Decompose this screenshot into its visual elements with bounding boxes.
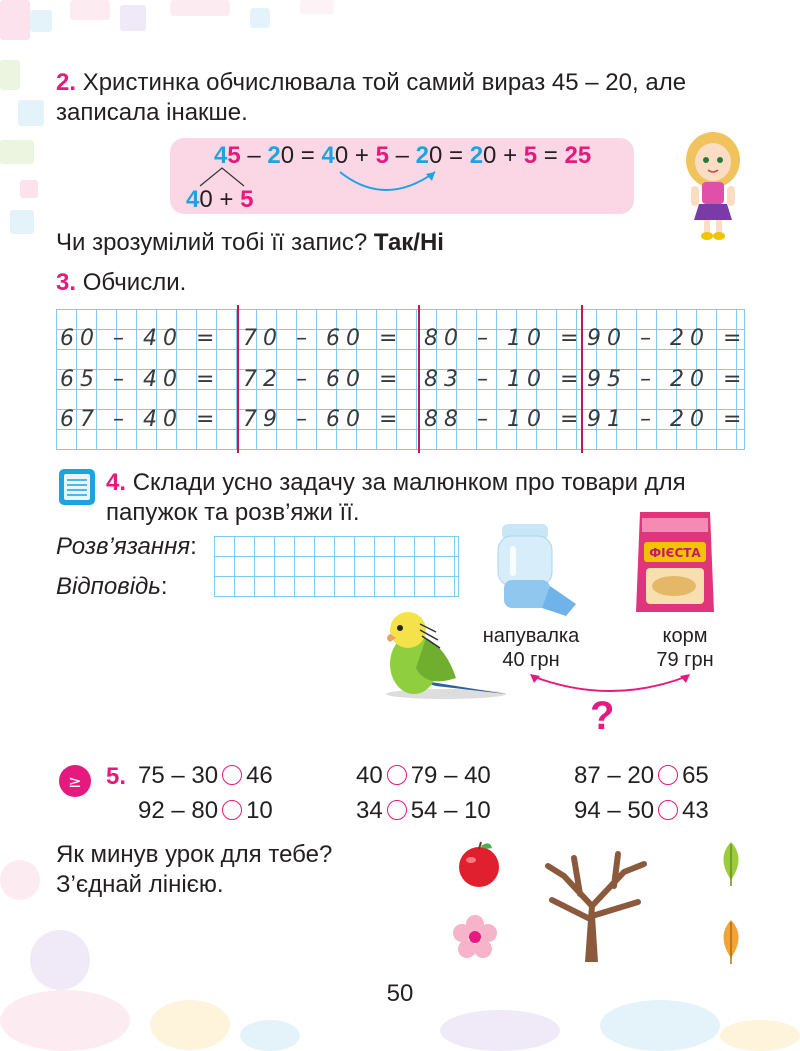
package-brand: ФІЄСТА <box>649 546 701 560</box>
eq-digit: 0 <box>428 142 443 169</box>
comparison-left: 34 <box>356 797 383 824</box>
question-text: Чи зрозумілий тобі її запис? <box>56 229 368 256</box>
eq-result: 25 <box>564 142 592 169</box>
eq-op: + <box>348 142 376 169</box>
eq-digit: 0 <box>334 142 349 169</box>
eq-op: = <box>537 142 565 169</box>
expression: 79 – 60 = <box>243 407 404 432</box>
split-op: + <box>212 186 241 213</box>
comparison-left: 75 – 30 <box>138 762 219 789</box>
svg-text:≥: ≥ <box>68 772 82 791</box>
split-expression <box>186 186 253 214</box>
item2-price: 79 грн <box>656 649 714 671</box>
expression: 65 – 40 = <box>60 367 221 392</box>
comparison-right: 10 <box>246 797 273 824</box>
question-mark: ? <box>590 694 615 738</box>
item2-name: корм <box>662 625 708 647</box>
solution-label-text: Розв’язання <box>56 533 191 560</box>
solution-grid[interactable] <box>214 536 459 597</box>
eq-digit: 5 <box>375 142 389 169</box>
item2-label <box>630 624 740 672</box>
reflection-line2: З’єднай лінією. <box>56 871 224 898</box>
expression: 80 – 10 = <box>424 326 585 351</box>
split-digit: 5 <box>240 186 254 213</box>
comparison <box>356 762 491 790</box>
comparison-circle[interactable] <box>658 800 678 820</box>
eq-digit: 4 <box>214 142 228 169</box>
task5-number <box>106 762 126 792</box>
expression: 60 – 40 = <box>60 326 221 351</box>
split-digit: 0 <box>199 186 213 213</box>
comparison <box>138 797 273 825</box>
girl-illustration <box>682 130 744 242</box>
comparison-circle[interactable] <box>387 765 407 785</box>
expression: 67 – 40 = <box>60 407 221 432</box>
comparison-left: 40 <box>356 762 383 789</box>
expression: 70 – 60 = <box>243 326 404 351</box>
eq-digit: 0 <box>280 142 295 169</box>
column-divider <box>237 305 239 453</box>
comparison <box>138 762 273 790</box>
comparison-right: 54 – 10 <box>410 797 491 824</box>
eq-digit: 2 <box>267 142 281 169</box>
page-number: 50 <box>386 980 414 1007</box>
reflection-text <box>56 840 332 900</box>
notebook-icon <box>58 468 96 506</box>
comparison-circle[interactable] <box>222 765 242 785</box>
task2-text-line2: записала інакше. <box>56 99 248 126</box>
apple-icon[interactable] <box>456 840 502 890</box>
comparison-circle[interactable] <box>658 765 678 785</box>
task3-title <box>56 268 186 298</box>
task2-question <box>56 228 444 258</box>
eq-digit: 5 <box>523 142 538 169</box>
comparison-circle[interactable] <box>387 800 407 820</box>
comparison-right: 46 <box>246 762 273 789</box>
reflection-line1: Як минув урок для тебе? <box>56 841 333 868</box>
split-digit: 4 <box>186 186 200 213</box>
eq-digit: 4 <box>321 142 335 169</box>
task5-number-text: 5. <box>106 763 127 790</box>
comparison-right: 65 <box>682 762 709 789</box>
colon: : <box>190 533 197 560</box>
task2-number: 2. <box>56 69 77 96</box>
green-leaf-icon[interactable] <box>716 840 746 886</box>
eq-digit: 2 <box>415 142 429 169</box>
comparison-icon <box>58 764 92 798</box>
orange-leaf-icon[interactable] <box>716 918 746 964</box>
expression: 95 – 20 = <box>587 367 748 392</box>
comparison <box>574 797 709 825</box>
expression: 90 – 20 = <box>587 326 748 351</box>
answer-label <box>56 572 168 602</box>
task2-text-line1: Христинка обчислювала той самий вираз 45 – 20, але <box>82 69 687 96</box>
eq-digit: 0 <box>483 142 497 169</box>
eq-op: = <box>442 142 470 169</box>
parrot-image <box>376 608 516 700</box>
comparison-left: 87 – 20 <box>574 762 655 789</box>
comparison <box>356 797 491 825</box>
eq-digit: 2 <box>469 142 484 169</box>
comparison-right: 79 – 40 <box>410 762 491 789</box>
expression: 88 – 10 = <box>424 407 585 432</box>
expression: 83 – 10 = <box>424 367 585 392</box>
eq-op: – <box>240 142 268 169</box>
task2-text <box>56 68 756 128</box>
task3-number: 3. <box>56 269 77 296</box>
solution-label <box>56 532 197 562</box>
comparison-left: 92 – 80 <box>138 797 219 824</box>
comparison-right: 43 <box>682 797 709 824</box>
comparison-left: 94 – 50 <box>574 797 655 824</box>
task4-text-line2: папужок та розв’яжи її. <box>106 499 360 526</box>
answer-options[interactable]: Так/Ні <box>373 229 444 256</box>
eq-digit: 5 <box>227 142 241 169</box>
answer-label-text: Відповідь <box>56 573 161 600</box>
colon: : <box>160 573 168 600</box>
column-divider <box>418 305 420 453</box>
item1-price: 40 грн <box>502 649 560 671</box>
expression: 91 – 20 = <box>587 407 748 432</box>
eq-op: – <box>388 142 416 169</box>
expression: 72 – 60 = <box>243 367 404 392</box>
water-feeder-image <box>492 522 582 622</box>
eq-op: + <box>496 142 524 169</box>
task4-number: 4. <box>106 469 127 496</box>
bird-food-package-image <box>634 508 716 620</box>
task4-text-line1: Склади усно задачу за малюнком про товари для <box>132 469 686 496</box>
task3-title-text: Обчисли. <box>82 269 187 296</box>
item1-name: напувалка <box>482 625 580 647</box>
pink-flower-icon[interactable] <box>452 914 498 960</box>
comparison <box>574 762 709 790</box>
eq-op: = <box>294 142 322 169</box>
comparison-circle[interactable] <box>222 800 242 820</box>
bare-tree-icon[interactable] <box>534 846 654 962</box>
